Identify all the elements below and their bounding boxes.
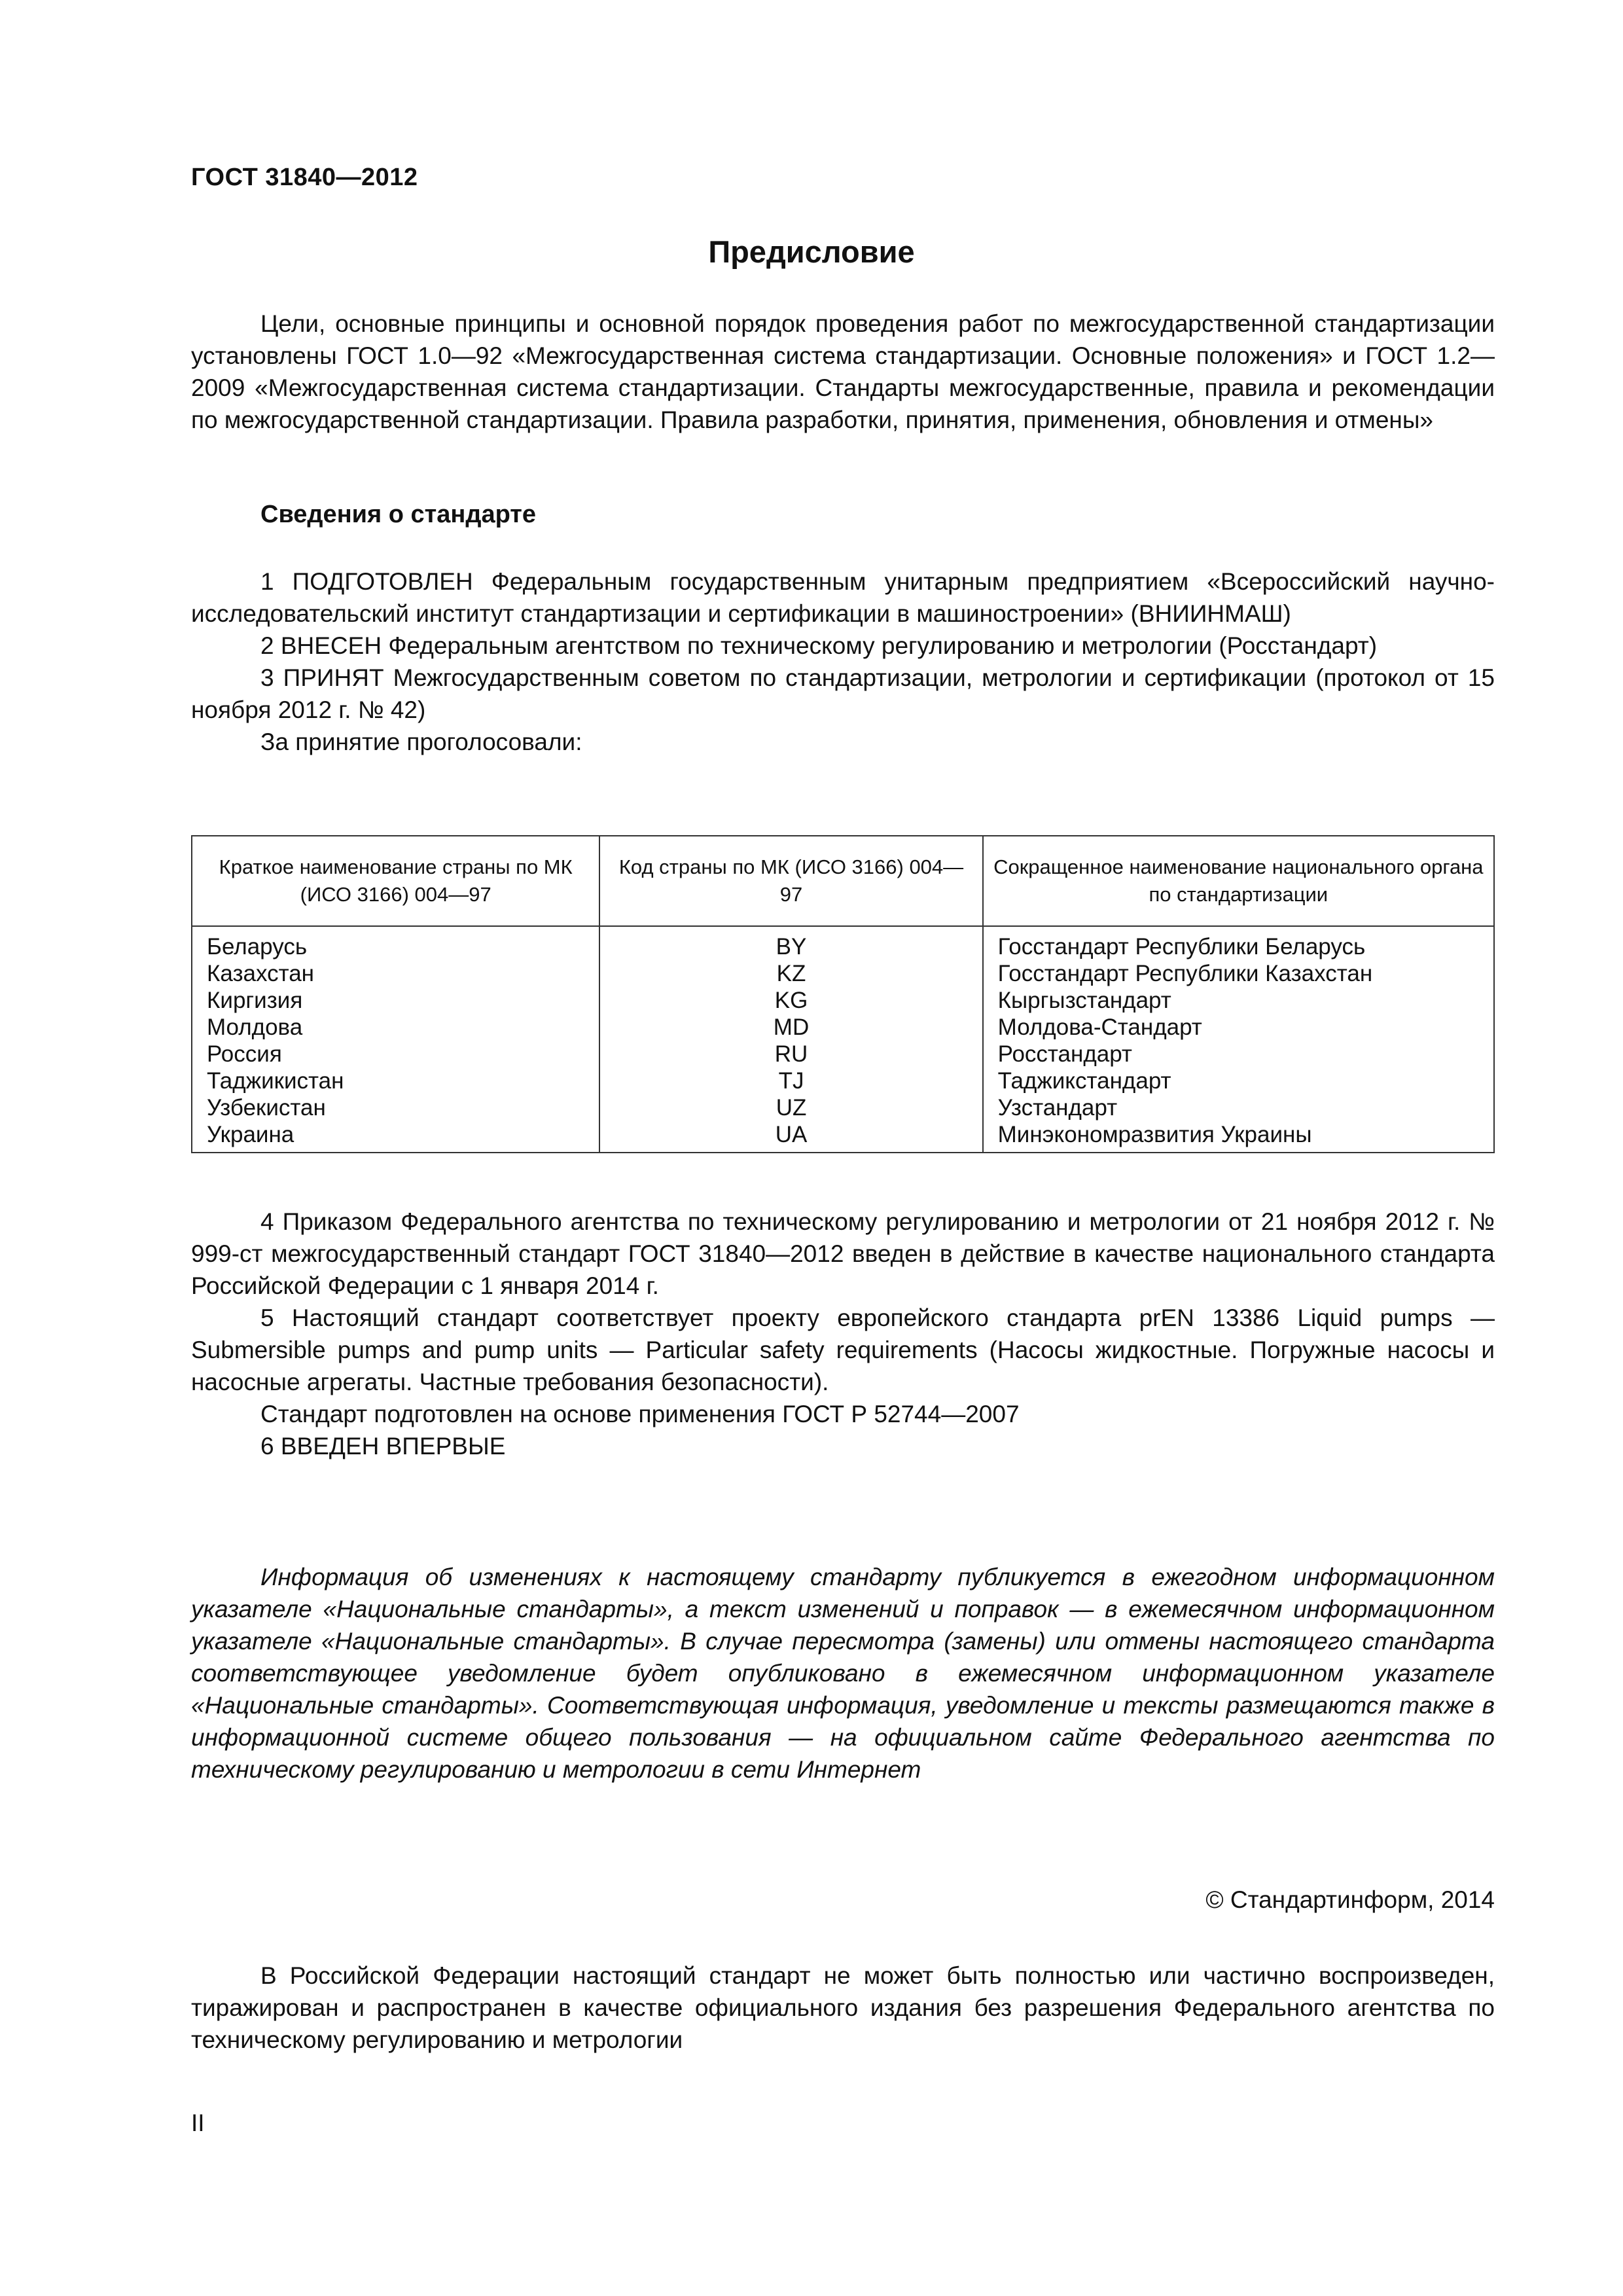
country-code: UA	[599, 1121, 982, 1153]
national-body: Росстандарт	[983, 1041, 1494, 1067]
item-4: 4 Приказом Федерального агентства по техническому регулированию и метрологии от 21 ноября 2012 г. № 999-ст межгосударственный стандарт ГОСТ 31840—2012 введен в действие в качестве национального стандарта Российской Федерации с 1 января 2014 г.	[191, 1208, 1495, 1299]
country-name: Казахстан	[192, 960, 599, 987]
page-title: Предисловие	[708, 234, 915, 269]
country-code: BY	[599, 926, 982, 960]
countries-table	[191, 835, 1495, 1153]
intro-block	[191, 308, 1495, 436]
national-body: Госстандарт Республики Беларусь	[983, 926, 1494, 960]
table-row	[192, 1067, 1494, 1094]
country-name: Молдова	[192, 1014, 599, 1041]
item-6: 6 ВВЕДЕН ВПЕРВЫЕ	[260, 1433, 506, 1460]
change-info-paragraph: Информация об изменениях к настоящему стандарту публикуется в ежегодном информационном указателе «Национальные стандарты», а текст изменений и поправок — в ежемесячном информационном указателе «Национальные стандарты». В случае пересмотра (замены) или отмены настоящего стандарта соответствующее уведомление будет опубликовано в ежемесячном информационном указателе «Национальные стандарты». Соответствующая информация, уведомление и тексты размещаются также в информационной системе общего пользования — на официальном сайте Федерального агентства по техническому регулированию и метрологии в сети Интернет	[191, 1564, 1495, 1783]
national-body: Молдова-Стандарт	[983, 1014, 1494, 1041]
table-row	[192, 987, 1494, 1014]
section-heading: Сведения о стандарте	[260, 501, 537, 528]
reproduction-notice: В Российской Федерации настоящий стандарт не может быть полностью или частично воспроизведен, тиражирован и распространен в качестве официального издания без разрешения Федерального агентства по техническому регулированию и метрологии	[191, 1962, 1495, 2053]
table-row	[192, 1121, 1494, 1153]
header-country-name: Краткое наименование страны по МК (ИСО 3166) 004—97	[192, 836, 599, 926]
header-national-body: Сокращенное наименование национального органа по стандартизации	[983, 836, 1494, 926]
country-name: Беларусь	[192, 926, 599, 960]
item-2: 2 ВНЕСЕН Федеральным агентством по техническому регулированию и метрологии (Росстандарт)	[260, 632, 1378, 659]
national-body: Минэкономразвития Украины	[983, 1121, 1494, 1153]
table-row	[192, 1041, 1494, 1067]
page-number: II	[191, 2109, 205, 2136]
standard-info-block	[191, 565, 1495, 758]
item-1: 1 ПОДГОТОВЛЕН Федеральным государственным унитарным предприятием «Всероссийский научно-исследовательский институт стандартизации и сертификации в машиностроении» (ВНИИНМАШ)	[191, 568, 1495, 627]
national-body: Кыргызстандарт	[983, 987, 1494, 1014]
country-code: KG	[599, 987, 982, 1014]
change-info-block	[191, 1561, 1495, 1785]
prepared-note: Стандарт подготовлен на основе применения ГОСТ Р 52744—2007	[260, 1401, 1020, 1427]
national-body: Госстандарт Республики Казахстан	[983, 960, 1494, 987]
country-name: Киргизия	[192, 987, 599, 1014]
table-header-row	[192, 836, 1494, 926]
national-body: Узстандарт	[983, 1094, 1494, 1121]
national-body: Таджикстандарт	[983, 1067, 1494, 1094]
country-code: UZ	[599, 1094, 982, 1121]
table-row	[192, 960, 1494, 987]
standard-code: ГОСТ 31840—2012	[191, 164, 418, 191]
table-row	[192, 926, 1494, 960]
country-code: KZ	[599, 960, 982, 987]
table-row	[192, 1014, 1494, 1041]
country-name: Узбекистан	[192, 1094, 599, 1121]
header-country-code: Код страны по МК (ИСО 3166) 004—97	[599, 836, 982, 926]
item-5: 5 Настоящий стандарт соответствует проекту европейского стандарта prEN 13386 Liquid pumps — Submersible pumps and pump units — Particular safety requirements (Насосы жидкостные. Погружные насосы и насосные агрегаты. Частные требования безопасности).	[191, 1304, 1495, 1395]
implementation-block	[191, 1206, 1495, 1462]
country-name: Таджикистан	[192, 1067, 599, 1094]
copyright-notice: © Стандартинформ, 2014	[1205, 1886, 1495, 1913]
country-name: Украина	[192, 1121, 599, 1153]
table-row	[192, 1094, 1494, 1121]
country-code: TJ	[599, 1067, 982, 1094]
voted-label: За принятие проголосовали:	[260, 728, 582, 755]
country-name: Россия	[192, 1041, 599, 1067]
country-code: RU	[599, 1041, 982, 1067]
reproduction-block	[191, 1960, 1495, 2056]
item-3: 3 ПРИНЯТ Межгосударственным советом по стандартизации, метрологии и сертификации (протокол от 15 ноября 2012 г. № 42)	[191, 664, 1495, 723]
country-code: MD	[599, 1014, 982, 1041]
intro-paragraph: Цели, основные принципы и основной порядок проведения работ по межгосударственной стандартизации установлены ГОСТ 1.0—92 «Межгосударственная система стандартизации. Основные положения» и ГОСТ 1.2—2009 «Межгосударственная система стандартизации. Стандарты межгосударственные, правила и рекомендации по межгосударственной стандартизации. Правила разработки, принятия, применения, обновления и отмены»	[191, 310, 1495, 433]
